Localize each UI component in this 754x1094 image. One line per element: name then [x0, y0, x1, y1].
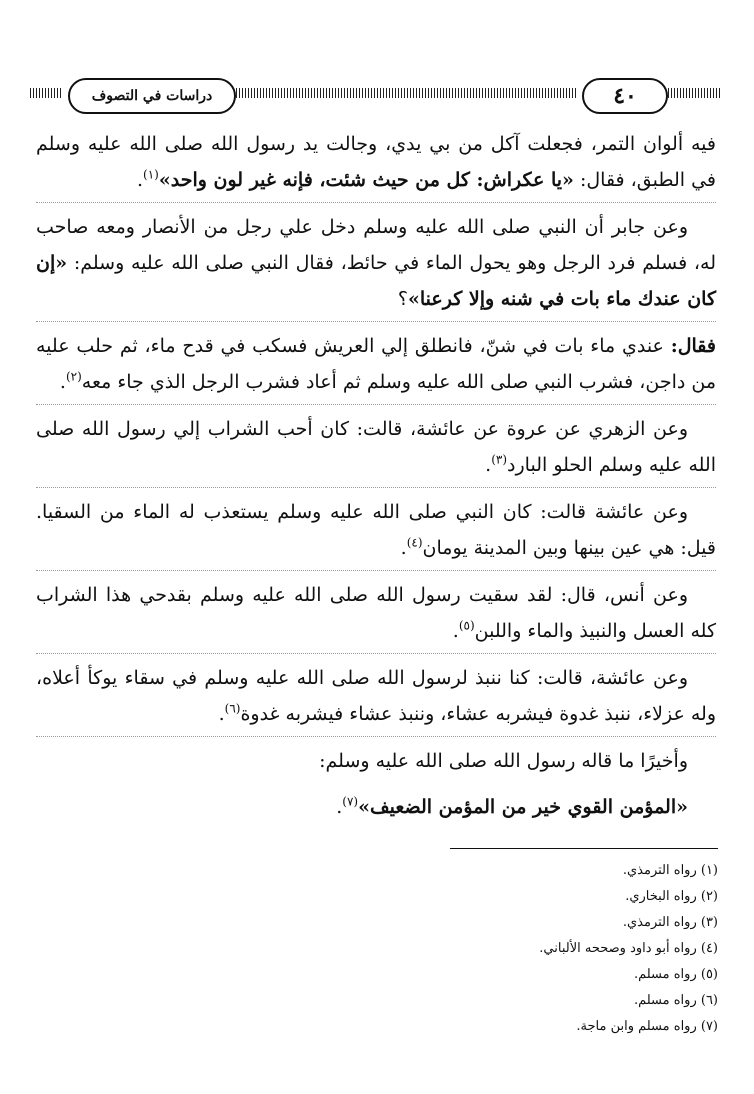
footnote-ref: (١) [143, 167, 159, 182]
footnote-ref: (٤) [406, 535, 423, 550]
hadith-quote: «يا عكراش: كل من حيث شئت، فإنه غير لون واحد» [158, 169, 574, 191]
paragraph-tail: . [400, 537, 407, 559]
paragraph [36, 743, 716, 783]
footnote: (٣) رواه الترمذي. [622, 915, 718, 930]
paragraph-text: فيه ألوان التمر، فجعلت آكل من بي يدي، وجالت يد رسول الله صلى الله عليه وسلم في الطبق، فقال: [36, 133, 716, 191]
hadith-quote: «إن كان عندك ماء بات في شنه وإلا كرعنا» [36, 252, 716, 310]
paragraph-text: وعن أنس، قال: لقد سقيت رسول الله صلى الله عليه وسلم بقدحي هذا الشراب كله العسل والنبيذ والماء واللبن [36, 584, 716, 642]
paragraph [36, 660, 716, 737]
footnote: (١) رواه الترمذي. [622, 863, 718, 878]
footnote-ref: (٣) [491, 452, 508, 467]
paragraph-text: وعن جابر أن النبي صلى الله عليه وسلم دخل علي رجل من الأنصار ومعه صاحب له، فسلم فرد الرجل وهو يحول الماء في حائط، فقال النبي صلى الله عليه وسلم: [36, 216, 716, 274]
paragraph [36, 209, 716, 322]
closing-hadith [36, 789, 716, 829]
paragraph-tail: . [485, 454, 492, 476]
paragraph-tail: ؟ [397, 288, 409, 310]
paragraph [36, 411, 716, 488]
page-number: ٤٠ [613, 83, 637, 109]
running-title [68, 78, 236, 114]
paragraph-text: وعن عائشة قالت: كان النبي صلى الله عليه وسلم يستعذب له الماء من السقيا. قيل: هي عين بينها وبين المدينة يومان [36, 501, 716, 559]
paragraph [36, 494, 716, 571]
paragraph [36, 577, 716, 654]
footnote: (٤) رواه أبو داود وصححه الألباني. [539, 941, 718, 956]
book-title: دراسات في التصوف [91, 88, 213, 104]
footnote-ref: (٦) [224, 701, 241, 716]
footnote: (٥) رواه مسلم. [633, 967, 718, 982]
footnotes [200, 858, 718, 1040]
header-ornament-left [30, 88, 62, 98]
header-ornament-right [668, 88, 720, 98]
footnote-ref: (٢) [65, 369, 82, 384]
header-ornament-middle [236, 88, 576, 98]
page-header [30, 78, 724, 118]
footnote-ref: (٧) [342, 794, 359, 809]
paragraph [36, 126, 716, 203]
footnote-ref: (٥) [458, 618, 475, 633]
paragraph-tail: . [218, 703, 225, 725]
paragraph [36, 328, 716, 405]
main-text [36, 126, 716, 835]
footnote: (٦) رواه مسلم. [633, 993, 718, 1008]
footnote: (٢) رواه البخاري. [625, 889, 718, 904]
paragraph-text: وعن عائشة، قالت: كنا ننبذ لرسول الله صلى الله عليه وسلم في سقاء يوكأ أعلاه، وله عزلاء، ننبذ غدوة فيشربه عشاء، وننبذ عشاء فيشربه غدوة [36, 667, 716, 725]
paragraph-tail: . [59, 371, 66, 393]
paragraph-text: وعن الزهري عن عروة عن عائشة، قالت: كان أحب الشراب إلي رسول الله صلى الله عليه وسلم الحلو البارد [36, 418, 716, 476]
paragraph-tail: . [452, 620, 459, 642]
paragraph-text: عندي ماء بات في شنّ، فانطلق إلي العريش فسكب في قدح ماء، ثم حلب عليه من داجن، فشرب النبي صلى الله عليه وسلم ثم أعاد فشرب الرجل الذي جاء معه [36, 335, 716, 393]
paragraph-tail: . [136, 169, 144, 191]
hadith-quote: «المؤمن القوي خير من المؤمن الضعيف» [358, 796, 688, 818]
paragraph-lead: فقال: [670, 335, 716, 357]
paragraph-tail: . [336, 796, 343, 818]
paragraph-text: وأخيرًا ما قاله رسول الله صلى الله عليه وسلم: [319, 750, 688, 772]
footnote-separator [450, 848, 718, 849]
page-number-badge [582, 78, 668, 114]
footnote: (٧) رواه مسلم وابن ماجة. [576, 1019, 718, 1034]
